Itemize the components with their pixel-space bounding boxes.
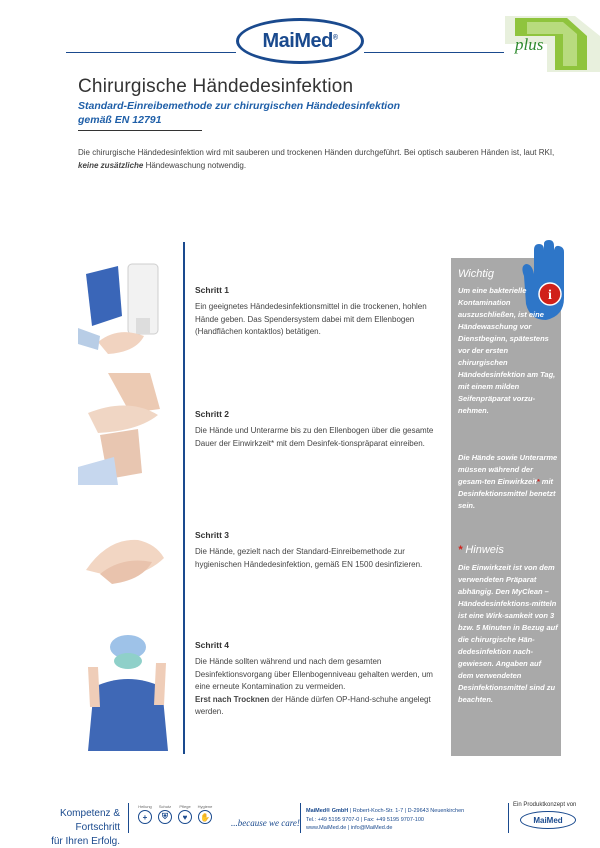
step-4: [195, 640, 435, 719]
because-we-care-text: ...because we care!: [231, 818, 300, 828]
step2-photo: [78, 373, 176, 485]
pflege-icon: Pflege ♥: [177, 804, 193, 824]
step-2-text: Die Hände und Unterarme bis zu den Ellenbogen über die gesamte Dauer der Einwirkzeit* mit dem Desinfek-tionspräparat einreiben.: [195, 426, 434, 448]
footer-icons: [137, 804, 213, 824]
step3-photo: [78, 518, 176, 598]
wichtig-title: Wichtig: [458, 268, 494, 280]
footer-slogan: Kompetenz & Fortschritt für Ihren Erfolg.: [51, 808, 120, 847]
step-2-title: Schritt 2: [195, 409, 230, 419]
hinweis-text: Die Einwirkzeit ist von dem verwendeten Präparat abhängig. Den MyClean – Händedesinfektions-mitteln ist eine Wirk-samkeit von 3 bzw. 5 Minuten in Bezug auf die chirurgische Hän-dedesinfektion nach-gewiesen. Angaben auf dem verwendeten Desinfektionsmittel sind zu beachten.: [458, 563, 558, 704]
header-line-left: [66, 52, 236, 53]
hinweis-title: * Hinweis: [458, 544, 504, 556]
page-subtitle: Standard-Einreibemethode zur chirurgischen Händedesinfektion gemäß EN 12791: [78, 100, 401, 126]
step-2: [195, 409, 435, 450]
step-4-note: Erst nach Trocknen der Hände dürfen OP-Hand-schuhe angelegt werden.: [195, 694, 431, 716]
footer-separator-1: [128, 803, 129, 833]
steps-divider-line: [183, 242, 185, 754]
step4-photo: [78, 627, 176, 751]
wichtig-text-2: Die Hände sowie Unterarme müssen während der gesam-ten Einwirkzeit* mit Desinfektionsmittel benetzt sein.: [458, 453, 558, 510]
page-title: Chirurgische Händedesinfektion: [78, 76, 354, 97]
footer-web-link[interactable]: www.MaiMed.de | info@MaiMed.de: [306, 825, 393, 831]
step-1-text: Ein geeignetes Händedesinfektionsmittel in die trockenen, hohlen Hände geben. Das Spendersystem dabei mit dem Ellenbogen (Handflächen kontaktlos) betätigen.: [195, 302, 427, 336]
footer-separator-2: [300, 803, 301, 833]
maimed-logo: [236, 18, 364, 64]
logo-text: MaiMed®: [262, 29, 338, 52]
step-1: [195, 285, 435, 339]
schutz-icon: Schutz ⛨: [157, 804, 173, 824]
footer-maimed-logo: MaiMed: [520, 811, 576, 829]
info-icon: i: [548, 288, 552, 303]
header-line-right: [364, 52, 504, 53]
step-4-text: Die Hände sollten während und nach dem gesamten Desinfektionsvorgang über Ellenbogenniveau gehalten werden, um eine erneute Kontamination zu vermeiden.: [195, 657, 433, 691]
title-rule: [78, 130, 202, 131]
step-1-title: Schritt 1: [195, 285, 230, 295]
page-header: [0, 0, 600, 75]
step-4-title: Schritt 4: [195, 640, 230, 650]
wichtig-text: Um eine bakterielle Kontamination auszuschließen, ist eine Händewaschung vor Dienstbeginn, spätestens vor der ersten chirurgischen Händedesinfektion am Tag, mit einem milden Seifenpräparat vorzu-nehmen.: [458, 286, 556, 415]
heilung-icon: Heilung +: [137, 804, 153, 824]
intro-text: Die chirurgische Händedesinfektion wird mit sauberen und trockenen Händen durchgeführt. Bei optisch sauberen Händen ist, laut RKI, keine zusätzliche Händewaschung notwendig.: [78, 148, 555, 170]
product-concept-label: Ein Produktkonzept von: [513, 802, 577, 808]
footer-address: MaiMed® GmbH | Robert-Koch-Str. 1-7 | D-29643 Neuenkirchen Tel.: +49 5195 9707-0 | Fax: +49 5195 9707-100 www.MaiMed.de | info@MaiMed.de: [306, 807, 506, 833]
plus-label: plus: [515, 35, 544, 54]
step-3-title: Schritt 3: [195, 530, 230, 540]
hygiene-icon: Hygiene ✋: [197, 804, 213, 824]
footer-separator-3: [508, 803, 509, 833]
step-3: [195, 530, 435, 571]
step-3-text: Die Hände, gezielt nach der Standard-Einreibemethode zur hygienischen Händedesinfektion, gemäß EN 1500 desinfizieren.: [195, 547, 423, 569]
step1-photo: [78, 256, 176, 362]
